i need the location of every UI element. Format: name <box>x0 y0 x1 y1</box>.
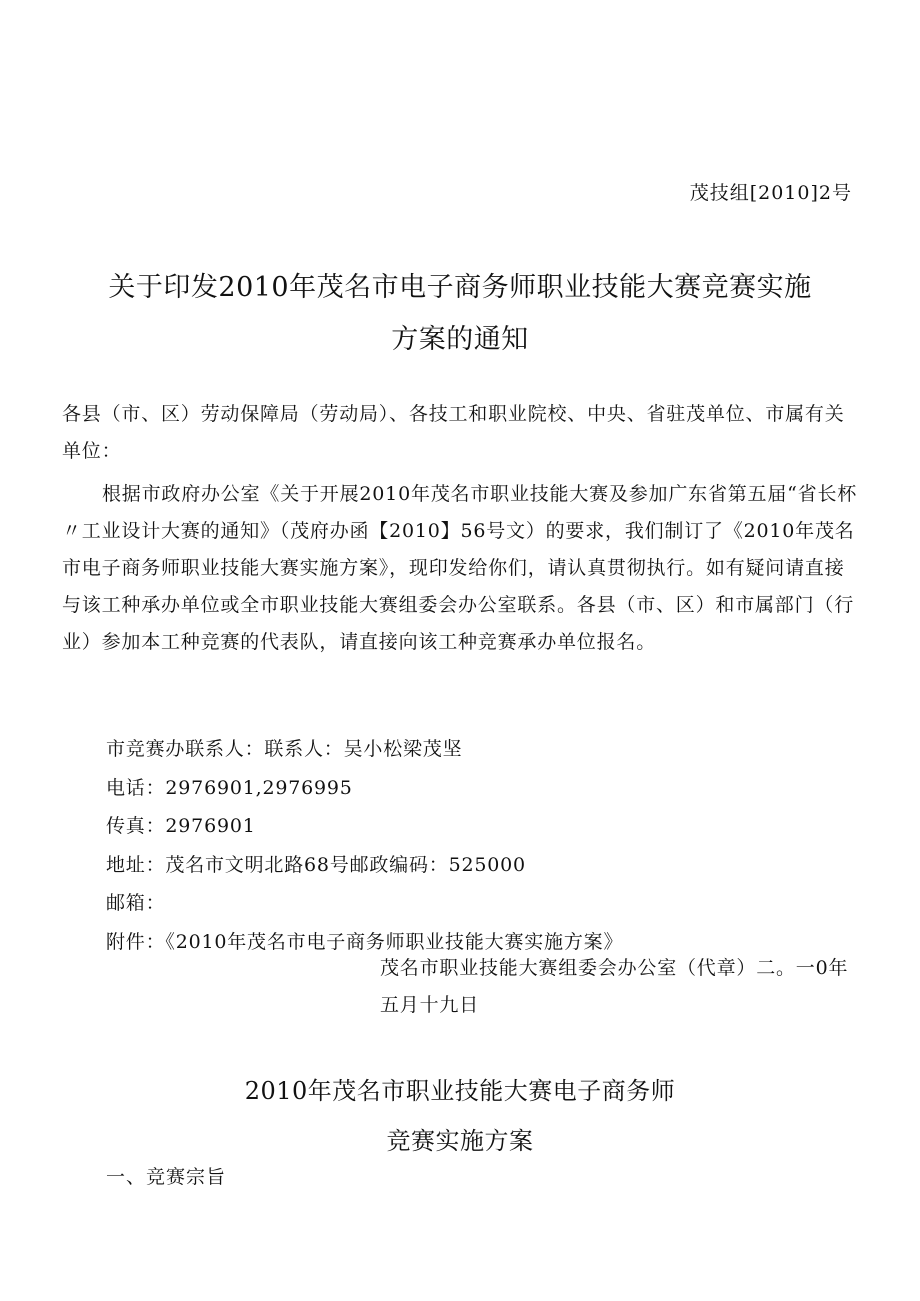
contact-fax: 传真：2976901 <box>106 815 256 837</box>
plan-title <box>60 1066 860 1166</box>
addressee: 各县（市、区）劳动保障局（劳动局）、各技工和职业院校、中央、省驻茂单位、市属有关单位： <box>62 403 845 462</box>
contact-block <box>106 730 623 961</box>
contact-liaison: 市竞赛办联系人：联系人：吴小松梁茂坚 <box>106 738 463 760</box>
notice-title-line-1: 关于印发2010年茂名市电子商务师职业技能大赛竞赛实施 <box>108 272 812 303</box>
contact-address: 地址：茂名市文明北路68号邮政编码：525000 <box>106 853 526 876</box>
attachment: 附件：《2010年茂名市电子商务师职业技能大赛实施方案》 <box>106 930 624 953</box>
body-paragraph: 根据市政府办公室《关于开展2010年茂名市职业技能大赛及参加广东省第五届“省长杯〃工业设计大赛的通知》（茂府办函【2010】56号文）的要求，我们制订了《2010年茂名市电子商务师职业技能大赛实施方案》，现印发给你们，请认真贯彻执行。如有疑问请直接与该工种承办单位或全市职业技能大赛组委会办公室联系。各县（市、区）和市属部门（行业）参加本工种竞赛的代表队，请直接向该工种竞赛承办单位报名。 <box>62 483 858 653</box>
plan-title-line-1: 2010年茂名市职业技能大赛电子商务师 <box>244 1077 676 1105</box>
signature-block: 茂名市职业技能大赛组委会办公室（代章）二。一0年五月十九日 <box>380 957 849 1016</box>
section-heading: 一、竞赛宗旨 <box>106 1166 227 1188</box>
contact-email: 邮箱： <box>106 892 166 914</box>
notice-title <box>60 262 860 366</box>
notice-title-line-2: 方案的通知 <box>391 324 529 355</box>
contact-phone: 电话：2976901,2976995 <box>106 776 353 799</box>
plan-title-line-2: 竞赛实施方案 <box>386 1127 534 1155</box>
document-number: 茂技组[2010]2号 <box>689 182 852 204</box>
